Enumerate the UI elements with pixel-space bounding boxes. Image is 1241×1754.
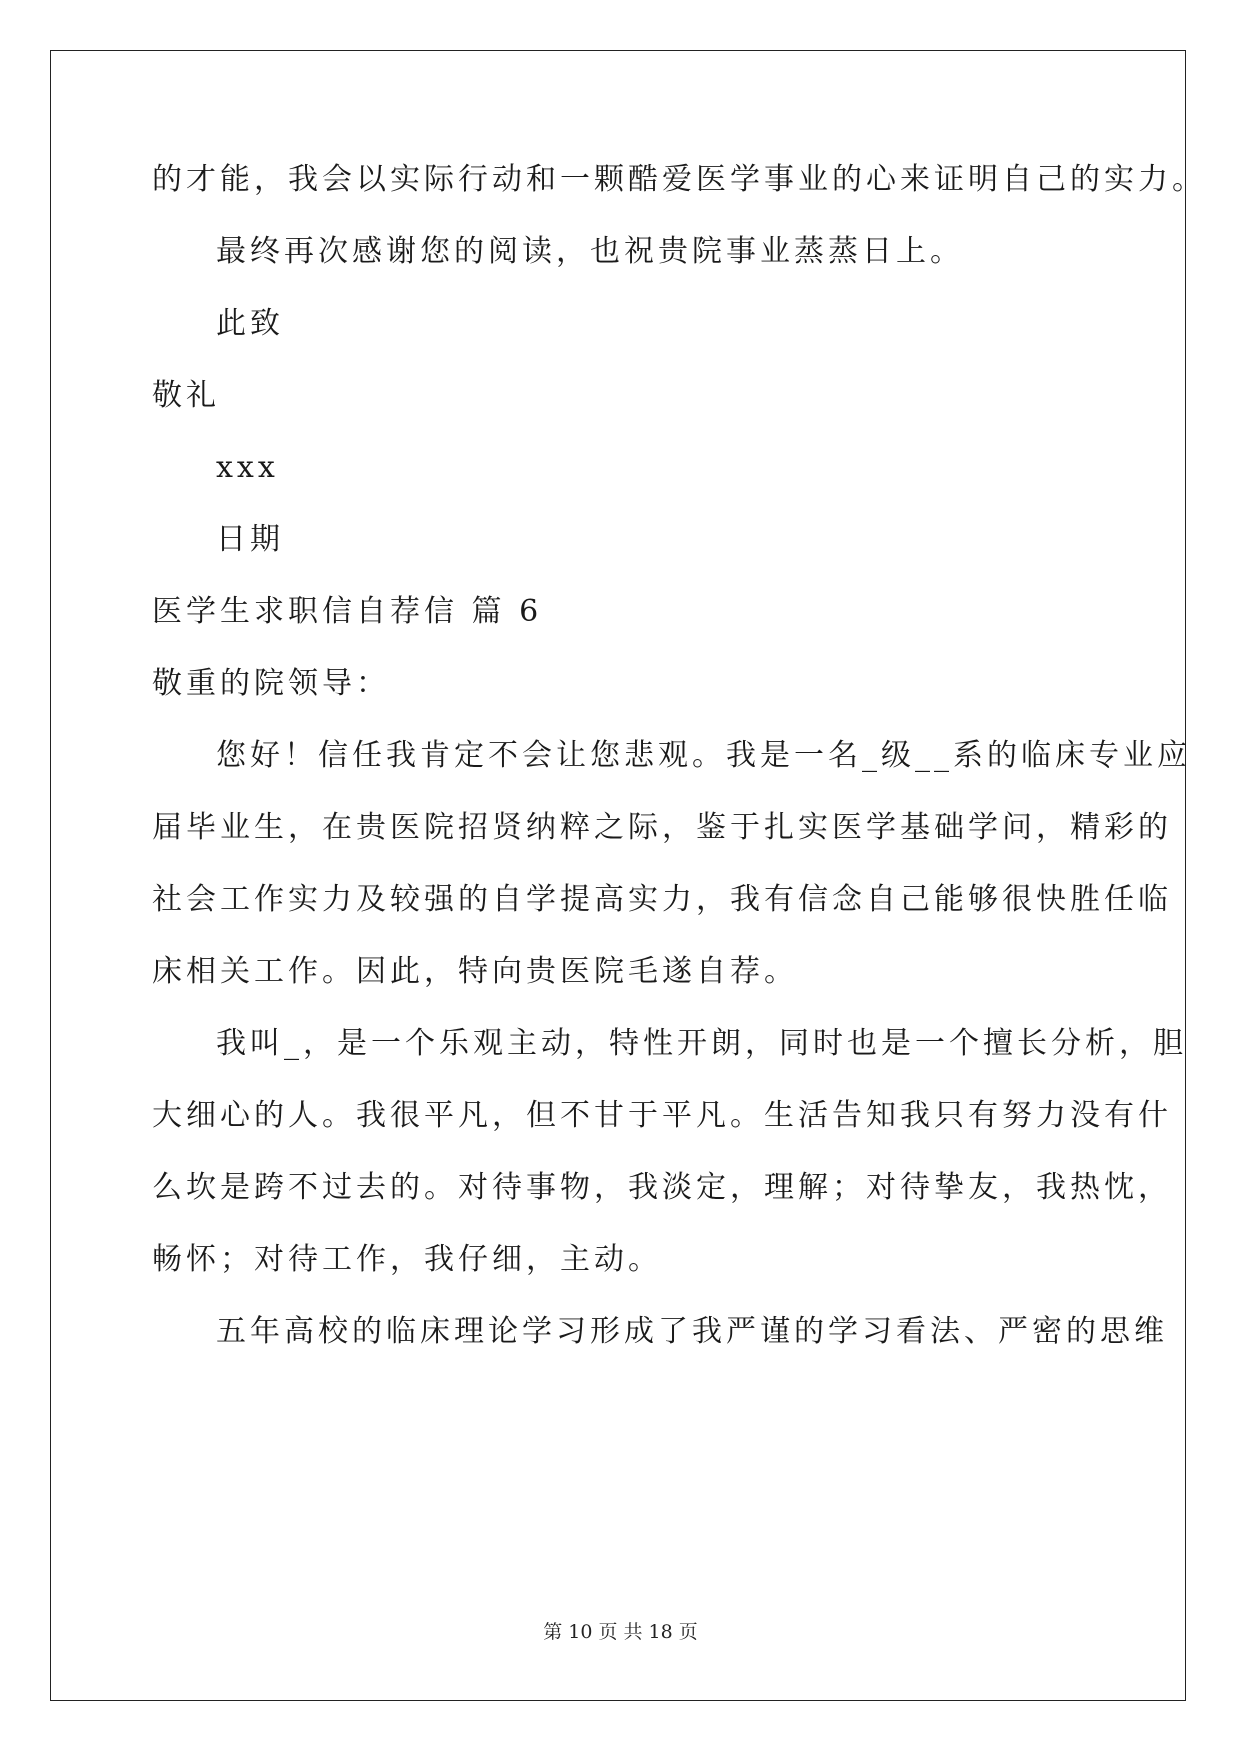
text-line: 床相关工作。因此，特向贵医院毛遂自荐。 xyxy=(152,954,798,989)
text-line: 您好！信任我肯定不会让您悲观。我是一名_级__系的临床专业应 xyxy=(216,738,1191,773)
date-line: 日期 xyxy=(216,522,284,557)
text-line: 五年高校的临床理论学习形成了我严谨的学习看法、严密的思维 xyxy=(216,1314,1168,1349)
greeting-line: 敬重的院领导： xyxy=(152,666,390,701)
text-line: 大细心的人。我很平凡，但不甘于平凡。生活告知我只有努力没有什 xyxy=(152,1098,1172,1133)
section-heading: 医学生求职信自荐信 篇 6 xyxy=(152,594,543,629)
text-line: 我叫_，是一个乐观主动，特性开朗，同时也是一个擅长分析，胆 xyxy=(216,1026,1187,1061)
text-line: 么坎是跨不过去的。对待事物，我淡定，理解；对待挚友，我热忱， xyxy=(152,1170,1172,1205)
text-line: 届毕业生，在贵医院招贤纳粹之际，鉴于扎实医学基础学问，精彩的 xyxy=(152,810,1172,845)
page-number: 第 10 页 共 18 页 xyxy=(543,1621,698,1643)
salutation-line: 敬礼 xyxy=(152,378,220,413)
signature-line: xxx xyxy=(216,450,279,485)
text-line: 最终再次感谢您的阅读，也祝贵院事业蒸蒸日上。 xyxy=(216,234,964,269)
text-line: 畅怀；对待工作，我仔细，主动。 xyxy=(152,1242,662,1277)
text-line: 的才能，我会以实际行动和一颗酷爱医学事业的心来证明自己的实力。 xyxy=(152,162,1206,197)
text-line: 社会工作实力及较强的自学提高实力，我有信念自己能够很快胜任临 xyxy=(152,882,1172,917)
closing-line: 此致 xyxy=(216,306,284,341)
page-frame xyxy=(50,50,1186,1701)
